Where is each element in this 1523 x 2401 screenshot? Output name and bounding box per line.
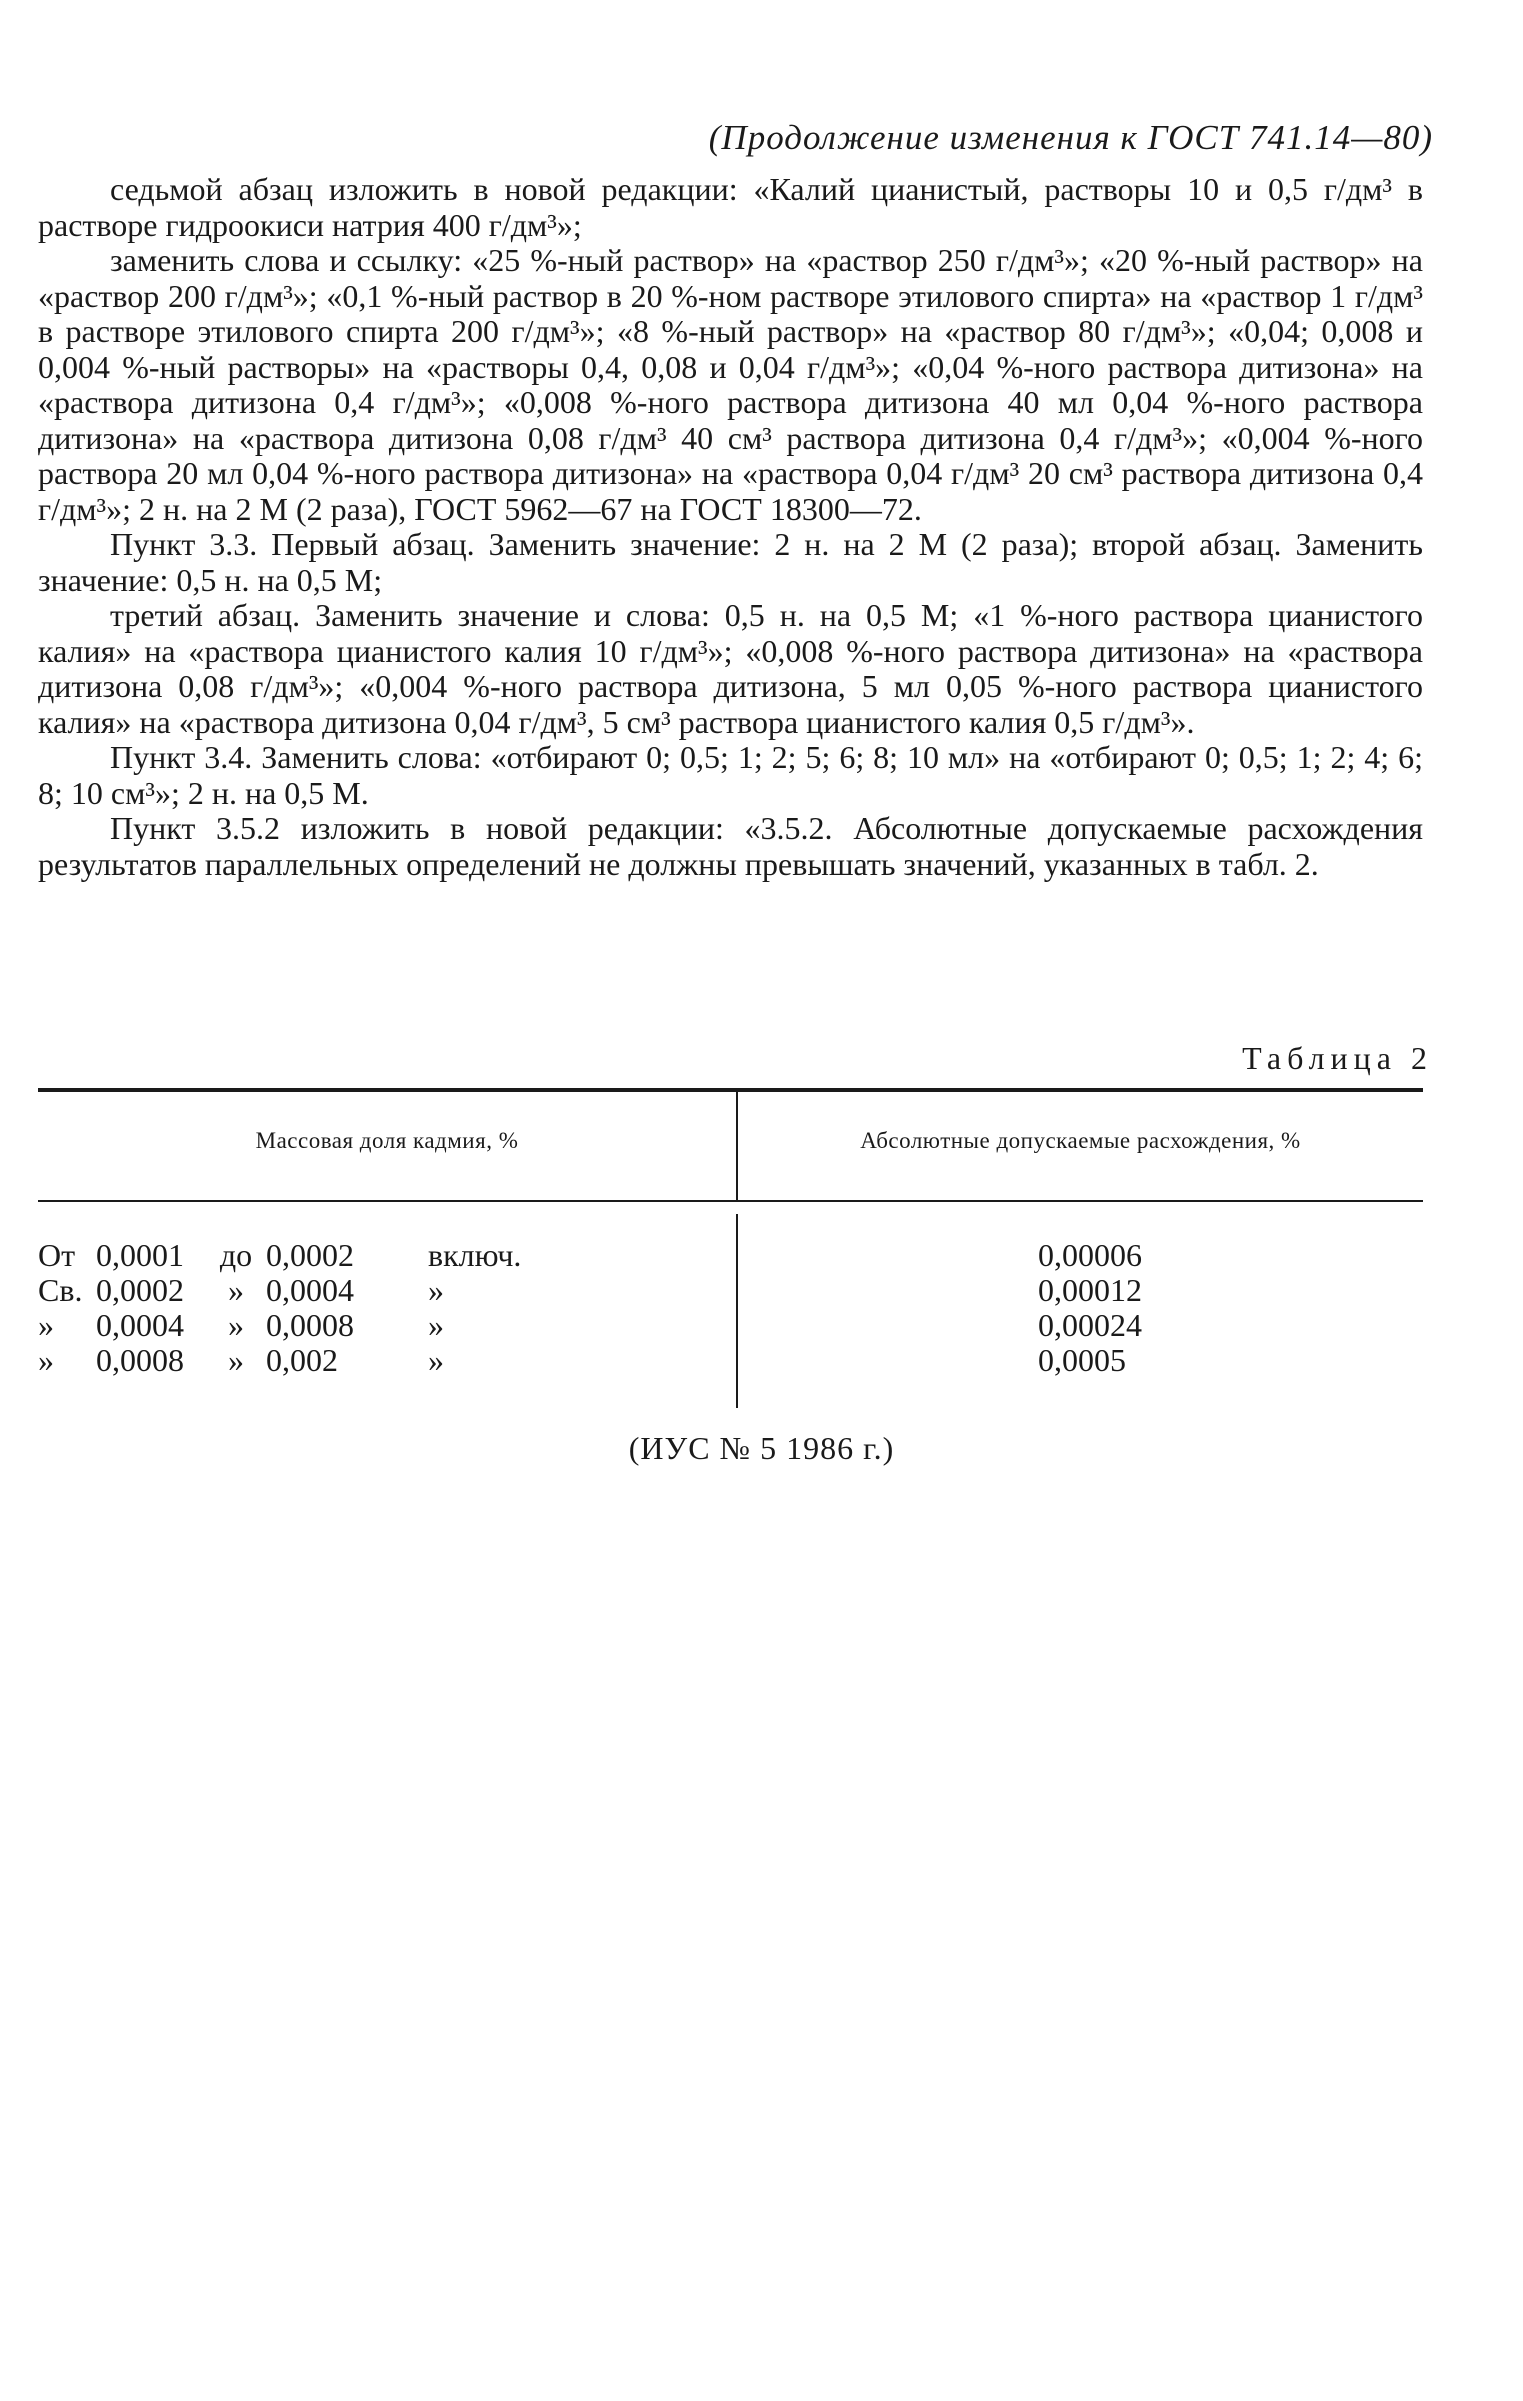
- issue-reference: (ИУС № 5 1986 г.): [628, 1430, 895, 1466]
- table-caption: Таблица 2: [1242, 1040, 1433, 1076]
- range-to-word: до: [219, 1237, 253, 1273]
- header-mass-fraction: Массовая доля кадмия, %: [255, 1128, 519, 1153]
- tolerance-value: 0,00024: [1038, 1307, 1142, 1343]
- range-to: 0,0002: [266, 1237, 354, 1273]
- range-suffix: »: [428, 1307, 444, 1343]
- range-to: 0,0008: [266, 1307, 354, 1343]
- range-from: 0,0004: [96, 1307, 184, 1343]
- range-to-word: »: [228, 1342, 244, 1378]
- paragraph: третий абзац. Заменить значение и слова: 0,5 н. на 0,5 М; «1 %-ного раствора цианистого калия» на «раствора цианистого калия 10 г/дм³»; «0,008 %-ного раствора дитизона» на «раствора дитизона 0,08 г/дм³»; «0,004 %-ного раствора дитизона, 5 мл 0,05 %-ного раствора цианистого калия» на «раствора дитизона 0,04 г/дм³, 5 см³ раствора цианистого калия 0,5 г/дм³».: [38, 597, 1423, 740]
- range-to-word: »: [228, 1307, 244, 1343]
- tolerance-value: 0,00006: [1038, 1237, 1142, 1273]
- table-row: [38, 1308, 1423, 1343]
- page-header: (Продолжение изменения к ГОСТ 741.14—80): [708, 118, 1433, 157]
- tolerance-value: 0,00012: [1038, 1272, 1142, 1308]
- paragraph: Пункт 3.5.2 изложить в новой редакции: «3.5.2. Абсолютные допускаемые расхождения результатов параллельных определений не должны превышать значений, указанных в табл. 2.: [38, 810, 1423, 882]
- range-to-word: »: [228, 1272, 244, 1308]
- paragraph: Пункт 3.3. Первый абзац. Заменить значение: 2 н. на 2 М (2 раза); второй абзац. Заменить значение: 0,5 н. на 0,5 М;: [38, 526, 1423, 598]
- range-from: 0,0008: [96, 1342, 184, 1378]
- paragraph: седьмой абзац изложить в новой редакции: «Калий цианистый, растворы 10 и 0,5 г/дм³ в растворе гидроокиси натрия 400 г/дм³»;: [38, 171, 1423, 243]
- header-tolerance: Абсолютные допускаемые расхождения, %: [860, 1128, 1301, 1153]
- tolerance-table: [38, 1088, 1423, 1408]
- range-to: 0,0004: [266, 1272, 354, 1308]
- range-from: 0,0002: [96, 1272, 184, 1308]
- table-row: [38, 1238, 1423, 1273]
- table-top-rule: [38, 1088, 1423, 1092]
- range-suffix: включ.: [428, 1237, 522, 1273]
- body-text: [38, 172, 1423, 882]
- range-suffix: »: [428, 1342, 444, 1378]
- range-prefix: »: [38, 1342, 54, 1378]
- tolerance-value: 0,0005: [1038, 1342, 1126, 1378]
- range-to: 0,002: [266, 1342, 338, 1378]
- range-prefix: »: [38, 1307, 54, 1343]
- range-prefix: Св.: [38, 1272, 83, 1308]
- table-row: [38, 1343, 1423, 1378]
- table-row: [38, 1273, 1423, 1308]
- table-header-rule: [38, 1200, 1423, 1202]
- table-body: [38, 1238, 1423, 1378]
- range-from: 0,0001: [96, 1237, 184, 1273]
- paragraph: Пункт 3.4. Заменить слова: «отбирают 0; 0,5; 1; 2; 5; 6; 8; 10 мл» на «отбирают 0; 0,5; 1; 2; 4; 6; 8; 10 см³»; 2 н. на 0,5 М.: [38, 739, 1423, 811]
- range-suffix: »: [428, 1272, 444, 1308]
- paragraph: заменить слова и ссылку: «25 %-ный раствор» на «раствор 250 г/дм³»; «20 %-ный раствор» на «раствор 200 г/дм³»; «0,1 %-ный раствор в 20 %-ном растворе этилового спирта» на «раствор 1 г/дм³ в растворе этилового спирта 200 г/дм³»; «8 %-ный раствор» на «раствор 80 г/дм³»; «0,04; 0,008 и 0,004 %-ный растворы» на «растворы 0,4, 0,08 и 0,04 г/дм³»; «0,04 %-ного раствора дитизона» на «раствора дитизона 0,4 г/дм³»; «0,008 %-ного раствора дитизона 40 мл 0,04 %-ного раствора дитизона» на «раствора дитизона 0,08 г/дм³ 40 см³ раствора дитизона 0,4 г/дм³»; «0,004 %-ного раствора 20 мл 0,04 %-ного раствора дитизона» на «раствора 0,04 г/дм³ 20 см³ раствора дитизона 0,4 г/дм³»; 2 н. на 2 М (2 раза), ГОСТ 5962—67 на ГОСТ 18300—72.: [38, 242, 1423, 527]
- range-prefix: От: [38, 1237, 76, 1273]
